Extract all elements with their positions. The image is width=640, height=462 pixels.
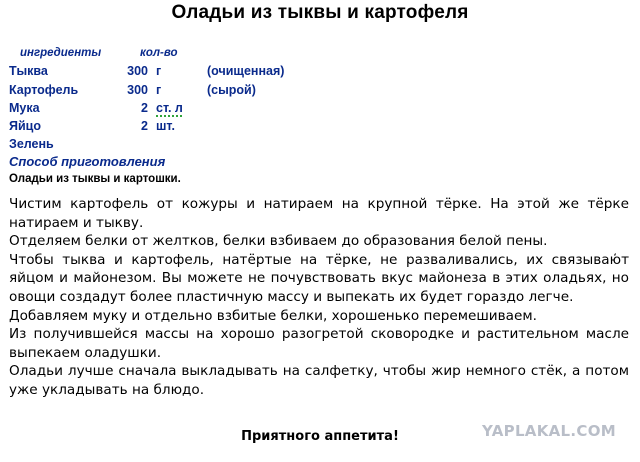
ingredient-name: Яйцо (9, 119, 41, 133)
recipe-title: Оладьи из тыквы и картофеля (171, 2, 469, 23)
ingredient-name: Тыква (9, 64, 48, 78)
method-paragraph: Чистим картофель от кожуры и натираем на крупной тёрке. На этой же тёрке натираем и тыкву. (9, 196, 629, 231)
method-body (9, 195, 629, 400)
watermark-logo: YAPLAKAL.COM (482, 422, 616, 440)
method-subtitle: Оладьи из тыквы и картошки. (9, 173, 181, 185)
ingredient-row (0, 119, 640, 137)
method-paragraph: Чтобы тыква и картофель, натёртые на тёрке, не разваливались, их связываю̒т яйцом и майонезом. Вы можете не почувствовать вкус майонеза в этих оладьях, но овощи создадут более пластичную массу и выпекать их будет гораздо легче. (9, 251, 629, 305)
method-heading: Способ приготовления (9, 154, 166, 169)
ingredient-name: Зелень (9, 137, 54, 151)
ingredient-amount: 2 (141, 101, 148, 115)
closing-text: Приятного аппетита! (241, 429, 399, 444)
method-paragraph: Добавляем муку и отдельно взбитые белки, хорошенько перемешиваем. (9, 307, 537, 324)
ingredient-name: Картофель (9, 83, 79, 97)
ingredients-header-qty: кол-во (140, 47, 178, 59)
ingredient-unit: г (156, 83, 162, 97)
ingredient-name: Мука (9, 101, 40, 115)
ingredients-header-name: ингредиенты (20, 47, 102, 59)
ingredient-unit: шт. (156, 119, 175, 133)
ingredient-note: (сырой) (207, 83, 256, 97)
ingredient-row (0, 64, 640, 82)
ingredient-note: (очищенная) (207, 64, 285, 78)
method-paragraph: Из получившейся массы на хорошо разогретой сковородке и растительном масле выпекаем оладушки. (9, 326, 629, 361)
ingredient-amount: 300 (127, 64, 148, 78)
method-paragraph: Отделяем белки от желтков, белки взбиваем до образования белой пены. (9, 233, 548, 250)
method-paragraph: Оладьи лучше сначала выкладывать на салфетку, чтобы жир немного стёк, а потом уже укладывать на блюдо. (9, 363, 629, 398)
ingredient-unit: г (156, 64, 162, 78)
ingredient-unit: ст. л (156, 101, 183, 115)
ingredient-row (0, 83, 640, 101)
ingredient-amount: 300 (127, 83, 148, 97)
ingredient-row (0, 137, 640, 155)
ingredient-row (0, 101, 640, 119)
ingredient-amount: 2 (141, 119, 148, 133)
